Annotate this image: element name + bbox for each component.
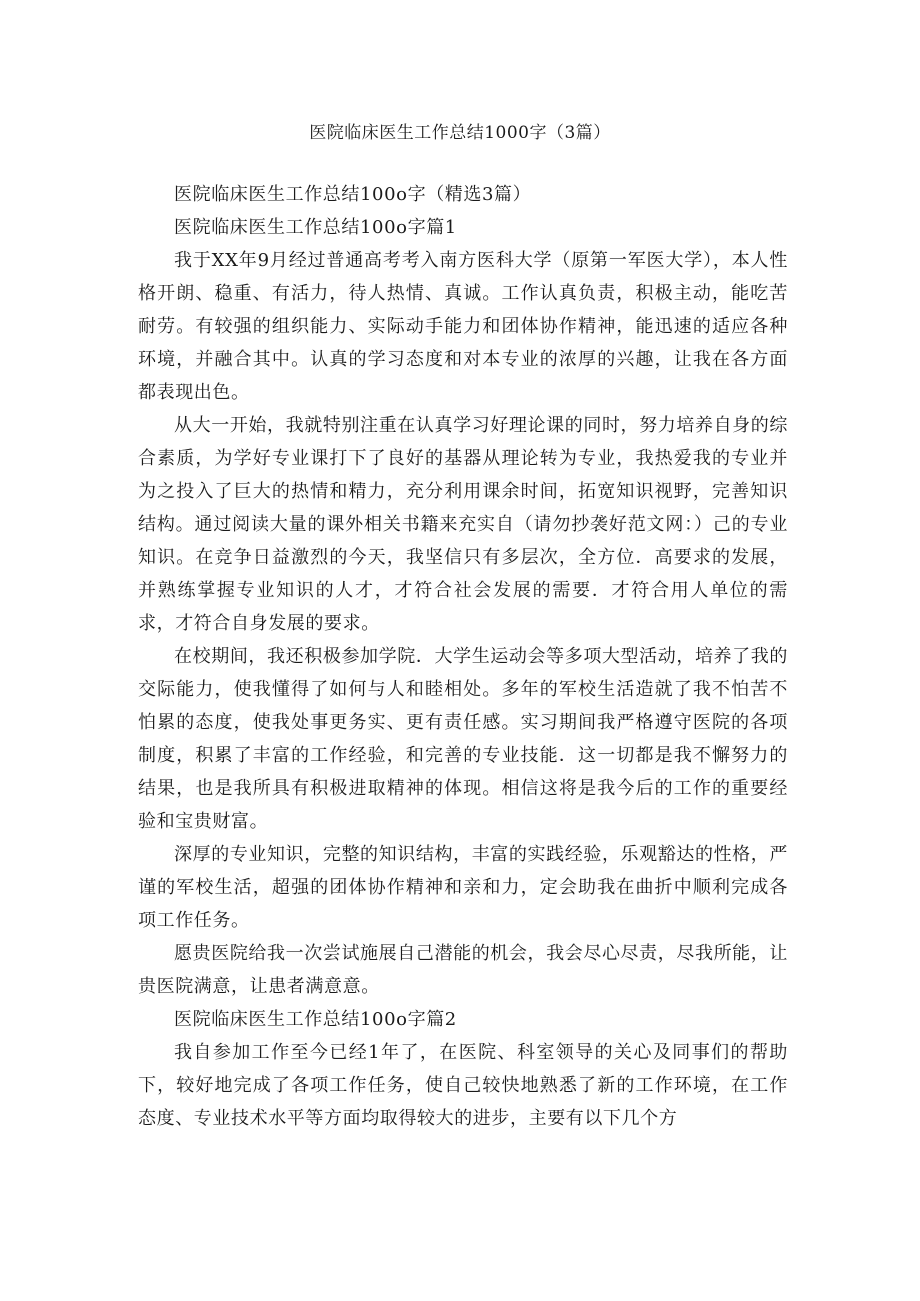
document-body (138, 178, 788, 1135)
body-paragraph: 愿贵医院给我一次尝试施展自己潜能的机会，我会尽心尽责，尽我所能，让贵医院满意，让患者满意意。 (138, 943, 788, 997)
body-paragraph: 我自参加工作至今已经1年了，在医院、科室领导的关心及同事们的帮助下，较好地完成了各项工作任务，使自己较快地熟悉了新的工作环境，在工作态度、专业技术水平等方面均取得较大的进步，主要有以下几个方 (138, 1042, 788, 1129)
body-paragraph: 从大一开始，我就特别注重在认真学习好理论课的同时，努力培养自身的综合素质，为学好专业课打下了良好的基器从理论转为专业，我热爱我的专业并为之投入了巨大的热情和精力，充分利用课余时间，拓宽知识视野，完善知识结构。通过阅读大量的课外相关书籍来充实自（请勿抄袭好范文网：）己的专业知识。在竞争日益激烈的今天，我坚信只有多层次，全方位．高要求的发展，并熟练掌握专业知识的人才，才符合社会发展的需要．才符合用人单位的需求，才符合自身发展的要求。 (138, 415, 788, 634)
document-title: 医院临床医生工作总结1000字（3篇） (309, 123, 611, 143)
section-heading-1: 医院临床医生工作总结100o字篇1 (174, 217, 457, 238)
subtitle-line: 医院临床医生工作总结100o字（精选3篇） (174, 184, 532, 205)
body-paragraph: 深厚的专业知识，完整的知识结构，丰富的实践经验，乐观豁达的性格，严谨的军校生活，超强的团体协作精神和亲和力，定会助我在曲折中顺利完成各项工作任务。 (138, 844, 788, 931)
body-paragraph: 我于XX年9月经过普通高考考入南方医科大学（原第一军医大学），本人性格开朗、稳重、有活力，待人热情、真诚。工作认真负责，积极主动，能吃苦耐劳。有较强的组织能力、实际动手能力和团体协作精神，能迅速的适应各种环境，并融合其中。认真的学习态度和对本专业的浓厚的兴趣，让我在各方面都表现出色。 (138, 250, 788, 403)
section-heading-2: 医院临床医生工作总结100o字篇2 (174, 1009, 457, 1030)
body-paragraph: 在校期间，我还积极参加学院．大学生运动会等多项大型活动，培养了我的交际能力，使我懂得了如何与人和睦相处。多年的军校生活造就了我不怕苦不怕累的态度，使我处事更务实、更有责任感。实习期间我严格遵守医院的各项制度，积累了丰富的工作经验，和完善的专业技能．这一切都是我不懈努力的结果，也是我所具有积极进取精神的体现。相信这将是我今后的工作的重要经验和宝贵财富。 (138, 646, 788, 832)
